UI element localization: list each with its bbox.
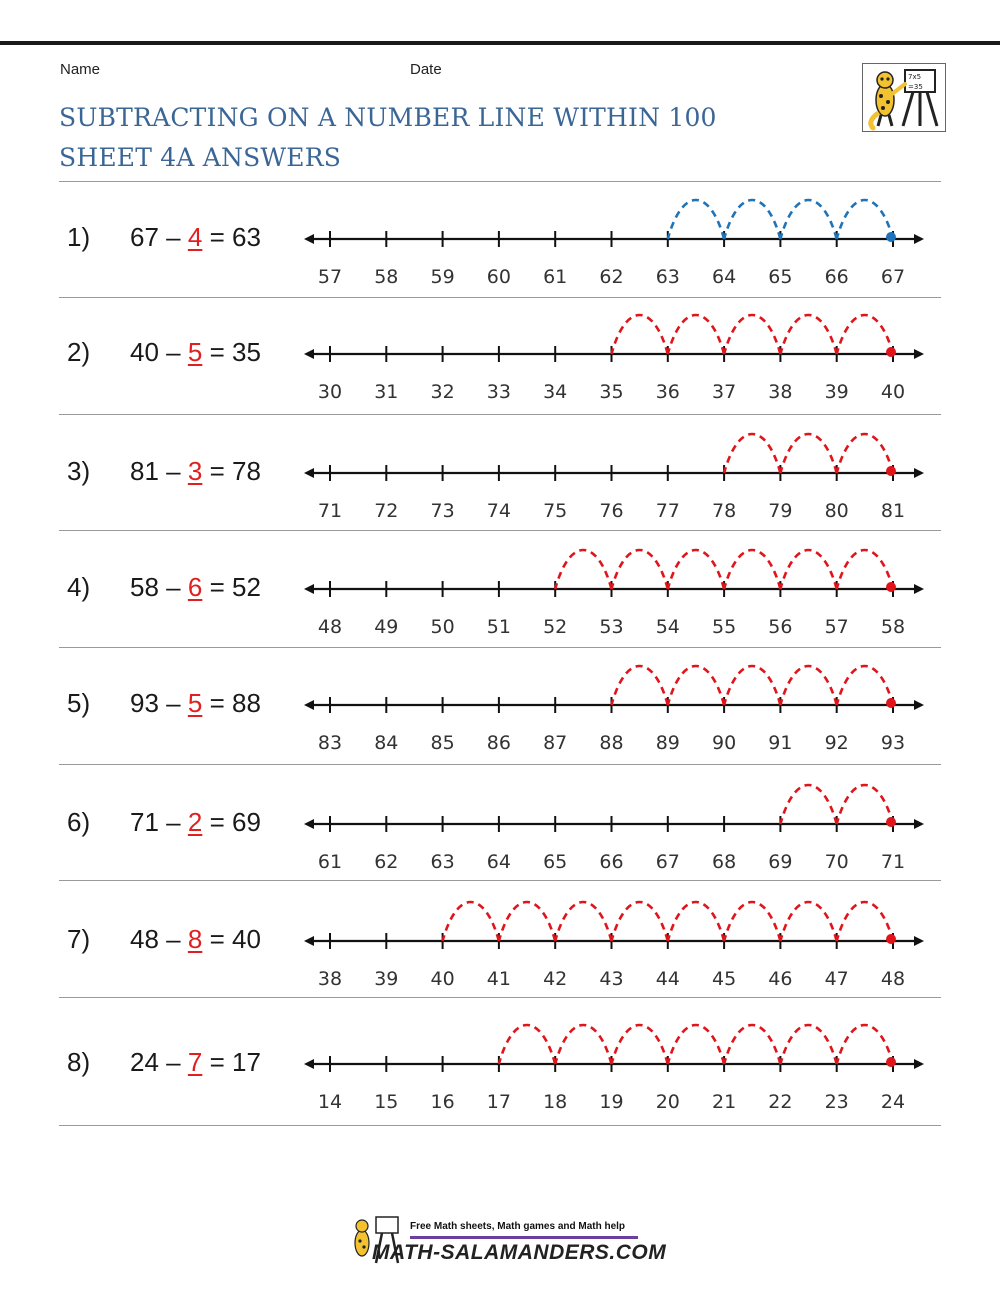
tick-label: 86	[486, 732, 511, 754]
jump-arc	[724, 200, 780, 239]
start-point	[886, 466, 896, 476]
separator	[59, 414, 941, 415]
jump-arc	[724, 550, 780, 589]
start-point	[886, 582, 896, 592]
answer-value: 2	[187, 807, 203, 837]
tick-label: 39	[374, 968, 399, 990]
separator	[59, 1125, 941, 1126]
jump-arc	[668, 315, 724, 354]
jump-arc	[724, 434, 780, 473]
equals-sign: =	[209, 924, 225, 954]
operator: –	[166, 572, 181, 602]
answer-value: 3	[187, 456, 203, 486]
answer-value: 5	[187, 337, 203, 367]
tick-label: 70	[824, 851, 849, 873]
equation	[130, 1047, 261, 1078]
tick-label: 62	[599, 266, 624, 288]
arrow-right-icon	[914, 936, 924, 946]
jump-arc	[668, 1025, 724, 1064]
tick-label: 53	[599, 616, 624, 638]
arrow-left-icon	[304, 468, 314, 478]
number-line	[290, 304, 940, 403]
tick-label: 35	[599, 381, 624, 403]
minuend: 24	[130, 1047, 159, 1077]
tick-label: 66	[824, 266, 849, 288]
start-point	[886, 934, 896, 944]
operator: –	[166, 1047, 181, 1077]
tick-label: 71	[317, 500, 343, 522]
answer-value: 4	[187, 222, 203, 252]
tick-label: 38	[768, 381, 793, 403]
arrow-left-icon	[304, 700, 314, 710]
tick-label: 72	[374, 500, 399, 522]
tick-label: 37	[712, 381, 737, 403]
equation	[130, 456, 261, 487]
jump-arc	[724, 902, 780, 941]
answer-value: 7	[187, 1047, 203, 1077]
tick-label: 84	[374, 732, 399, 754]
jump-arc	[837, 315, 893, 354]
arrow-left-icon	[304, 819, 314, 829]
minuend: 81	[130, 456, 159, 486]
tick-label: 40	[880, 381, 906, 403]
name-label: Name	[60, 61, 101, 78]
operator: –	[166, 337, 181, 367]
jump-arc	[668, 666, 724, 705]
jump-arc	[724, 1025, 780, 1064]
tick-label: 61	[317, 851, 343, 873]
tick-label: 81	[880, 500, 906, 522]
tick-label: 59	[430, 266, 455, 288]
tick-label: 77	[655, 500, 680, 522]
jump-arc	[555, 1025, 611, 1064]
tick-label: 89	[655, 732, 680, 754]
arrow-left-icon	[304, 1059, 314, 1069]
result-value: 17	[231, 1047, 261, 1077]
footer-tagline: Free Math sheets, Math games and Math help	[410, 1221, 626, 1232]
logo	[862, 63, 946, 132]
tick-label: 31	[374, 381, 399, 403]
tick-label: 50	[430, 616, 455, 638]
jump-arc	[837, 200, 893, 239]
equals-sign: =	[209, 337, 225, 367]
start-point	[886, 1057, 896, 1067]
tick-label: 91	[768, 732, 793, 754]
number-line	[290, 423, 940, 522]
start-point	[886, 817, 896, 827]
answer-value: 5	[187, 688, 203, 718]
jump-arc	[668, 200, 724, 239]
tick-label: 57	[824, 616, 849, 638]
tick-label: 65	[543, 851, 568, 873]
separator	[59, 530, 941, 531]
jump-arc	[724, 666, 780, 705]
minuend: 67	[130, 222, 159, 252]
arrow-left-icon	[304, 234, 314, 244]
separator	[59, 764, 941, 765]
tick-label: 38	[317, 968, 343, 990]
jump-arc	[837, 902, 893, 941]
result-value: 63	[231, 222, 261, 252]
start-point	[886, 698, 896, 708]
separator	[59, 647, 941, 648]
tick-label: 69	[768, 851, 793, 873]
tick-label: 18	[543, 1091, 568, 1113]
tick-label: 63	[430, 851, 455, 873]
tick-label: 42	[543, 968, 568, 990]
jump-arc	[837, 1025, 893, 1064]
separator	[59, 997, 941, 998]
number-line	[290, 539, 940, 638]
tick-label: 80	[824, 500, 849, 522]
footer	[350, 1215, 667, 1270]
jump-arc	[780, 785, 836, 824]
tick-label: 47	[824, 968, 849, 990]
equals-sign: =	[209, 222, 225, 252]
footer-bar	[410, 1236, 638, 1239]
equation	[130, 924, 261, 955]
question-number: 3)	[67, 456, 91, 486]
minuend: 71	[130, 807, 159, 837]
equals-sign: =	[209, 807, 225, 837]
jump-arc	[780, 666, 836, 705]
question-number: 2)	[67, 337, 91, 367]
top-rule	[0, 41, 1000, 45]
jump-arc	[612, 550, 668, 589]
tick-label: 62	[374, 851, 399, 873]
tick-label: 48	[880, 968, 906, 990]
operator: –	[166, 222, 181, 252]
tick-label: 41	[486, 968, 511, 990]
tick-label: 79	[768, 500, 793, 522]
jump-arc	[612, 315, 668, 354]
jump-arc	[780, 434, 836, 473]
answer-value: 8	[187, 924, 203, 954]
arrow-right-icon	[914, 1059, 924, 1069]
jump-arc	[612, 1025, 668, 1064]
operator: –	[166, 807, 181, 837]
jump-arc	[499, 1025, 555, 1064]
tick-label: 67	[655, 851, 680, 873]
minuend: 48	[130, 924, 159, 954]
question-number: 5)	[67, 688, 91, 718]
tick-label: 23	[824, 1091, 849, 1113]
date-label: Date	[410, 61, 442, 78]
tick-label: 43	[599, 968, 624, 990]
equals-sign: =	[209, 688, 225, 718]
equals-sign: =	[209, 456, 225, 486]
number-line	[290, 774, 940, 873]
tick-label: 33	[486, 381, 511, 403]
tick-label: 51	[486, 616, 511, 638]
number-line	[290, 891, 940, 990]
tick-label: 14	[317, 1091, 343, 1113]
tick-label: 73	[430, 500, 455, 522]
worksheet-title: SUBTRACTING ON A NUMBER LINE WITHIN 100	[59, 103, 717, 132]
tick-label: 34	[543, 381, 568, 403]
result-value: 40	[231, 924, 261, 954]
tick-label: 20	[655, 1091, 680, 1113]
tick-label: 32	[430, 381, 455, 403]
tick-label: 93	[880, 732, 906, 754]
tick-label: 58	[880, 616, 906, 638]
tick-label: 64	[486, 851, 511, 873]
tick-label: 15	[374, 1091, 399, 1113]
tick-label: 58	[374, 266, 399, 288]
tick-label: 24	[880, 1091, 906, 1113]
tick-label: 83	[317, 732, 343, 754]
arrow-right-icon	[914, 468, 924, 478]
arrow-right-icon	[914, 700, 924, 710]
start-point	[886, 347, 896, 357]
arrow-left-icon	[304, 584, 314, 594]
equation	[130, 222, 261, 253]
minuend: 40	[130, 337, 159, 367]
tick-label: 90	[712, 732, 737, 754]
minuend: 93	[130, 688, 159, 718]
arrow-right-icon	[914, 819, 924, 829]
tick-label: 56	[768, 616, 793, 638]
jump-arc	[612, 666, 668, 705]
tick-label: 22	[768, 1091, 793, 1113]
question-number: 8)	[67, 1047, 91, 1077]
tick-label: 61	[543, 266, 568, 288]
jump-arc	[724, 315, 780, 354]
tick-label: 17	[486, 1091, 511, 1113]
equals-sign: =	[209, 572, 225, 602]
result-value: 52	[231, 572, 261, 602]
tick-label: 40	[430, 968, 455, 990]
tick-label: 16	[430, 1091, 455, 1113]
jump-arc	[837, 666, 893, 705]
tick-label: 76	[599, 500, 624, 522]
tick-label: 44	[655, 968, 680, 990]
tick-label: 54	[655, 616, 680, 638]
result-value: 88	[231, 688, 261, 718]
arrow-left-icon	[304, 936, 314, 946]
question-number: 1)	[67, 222, 91, 252]
equation	[130, 807, 261, 838]
number-line	[290, 1014, 940, 1113]
question-number: 4)	[67, 572, 91, 602]
tick-label: 19	[599, 1091, 624, 1113]
start-point	[886, 232, 896, 242]
jump-arc	[443, 902, 499, 941]
equals-sign: =	[209, 1047, 225, 1077]
jump-arc	[668, 902, 724, 941]
tick-label: 67	[880, 266, 906, 288]
arrow-left-icon	[304, 349, 314, 359]
jump-arc	[837, 785, 893, 824]
salamander-teacher-icon	[863, 64, 945, 131]
tick-label: 30	[317, 381, 343, 403]
jump-arc	[780, 550, 836, 589]
tick-label: 60	[486, 266, 511, 288]
jump-arc	[837, 434, 893, 473]
jump-arc	[780, 902, 836, 941]
answer-value: 6	[187, 572, 203, 602]
number-line	[290, 189, 940, 288]
tick-label: 78	[712, 500, 737, 522]
equation	[130, 337, 261, 368]
arrow-right-icon	[914, 349, 924, 359]
jump-arc	[837, 550, 893, 589]
result-value: 78	[231, 456, 261, 486]
separator	[59, 181, 941, 182]
tick-label: 87	[543, 732, 568, 754]
tick-label: 36	[655, 381, 680, 403]
logo-text-line2: =35	[908, 83, 923, 91]
arrow-right-icon	[914, 584, 924, 594]
tick-label: 48	[317, 616, 343, 638]
tick-label: 64	[712, 266, 737, 288]
tick-label: 45	[712, 968, 737, 990]
tick-label: 74	[486, 500, 511, 522]
tick-label: 46	[768, 968, 793, 990]
tick-label: 39	[824, 381, 849, 403]
question-number: 7)	[67, 924, 91, 954]
tick-label: 52	[543, 616, 568, 638]
number-line	[290, 655, 940, 754]
tick-label: 71	[880, 851, 906, 873]
jump-arc	[555, 902, 611, 941]
separator	[59, 880, 941, 881]
footer-brand: MATH-SALAMANDERS.COM	[372, 1241, 667, 1264]
result-value: 69	[231, 807, 261, 837]
tick-label: 65	[768, 266, 793, 288]
tick-label: 63	[655, 266, 680, 288]
equation	[130, 688, 261, 719]
tick-label: 85	[430, 732, 455, 754]
worksheet-subtitle: SHEET 4A ANSWERS	[59, 143, 342, 172]
logo-text-line1: 7x5	[908, 73, 922, 81]
result-value: 35	[231, 337, 261, 367]
operator: –	[166, 924, 181, 954]
equation	[130, 572, 261, 603]
tick-label: 68	[712, 851, 737, 873]
tick-label: 92	[824, 732, 849, 754]
operator: –	[166, 688, 181, 718]
question-number: 6)	[67, 807, 91, 837]
tick-label: 66	[599, 851, 624, 873]
tick-label: 57	[317, 266, 343, 288]
jump-arc	[668, 550, 724, 589]
tick-label: 55	[712, 616, 737, 638]
jump-arc	[780, 200, 836, 239]
tick-label: 21	[712, 1091, 737, 1113]
arrow-right-icon	[914, 234, 924, 244]
jump-arc	[555, 550, 611, 589]
separator	[59, 297, 941, 298]
tick-label: 88	[599, 732, 624, 754]
tick-label: 75	[543, 500, 568, 522]
jump-arc	[780, 1025, 836, 1064]
jump-arc	[612, 902, 668, 941]
minuend: 58	[130, 572, 159, 602]
tick-label: 49	[374, 616, 399, 638]
jump-arc	[780, 315, 836, 354]
jump-arc	[499, 902, 555, 941]
operator: –	[166, 456, 181, 486]
